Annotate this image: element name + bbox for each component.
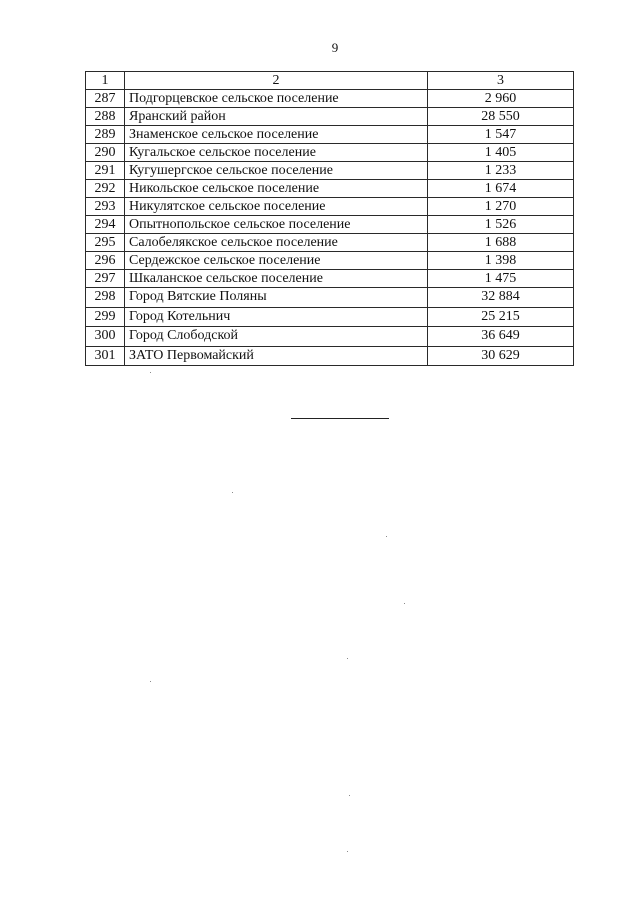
table-row <box>86 198 574 216</box>
row-name: Город Котельнич <box>125 307 428 327</box>
row-name: Яранский район <box>125 108 428 126</box>
table-row <box>86 327 574 347</box>
row-value: 1 405 <box>428 144 574 162</box>
row-name: Город Вятские Поляны <box>125 288 428 308</box>
row-number: 293 <box>86 198 125 216</box>
table-row <box>86 144 574 162</box>
row-name: ЗАТО Первомайский <box>125 346 428 366</box>
row-name: Город Слободской <box>125 327 428 347</box>
row-name: Никольское сельское поселение <box>125 180 428 198</box>
row-value: 1 475 <box>428 270 574 288</box>
row-value: 30 629 <box>428 346 574 366</box>
column-header-1: 1 <box>86 72 125 90</box>
scan-speck <box>347 851 348 852</box>
row-name: Кугушергское сельское поселение <box>125 162 428 180</box>
row-number: 301 <box>86 346 125 366</box>
scan-speck <box>347 658 348 659</box>
row-value: 1 398 <box>428 252 574 270</box>
row-number: 291 <box>86 162 125 180</box>
row-name: Знаменское сельское поселение <box>125 126 428 144</box>
table-header-row <box>86 72 574 90</box>
table-row <box>86 90 574 108</box>
table-row <box>86 252 574 270</box>
row-value: 1 526 <box>428 216 574 234</box>
row-value: 1 688 <box>428 234 574 252</box>
table-row <box>86 162 574 180</box>
table-row <box>86 180 574 198</box>
row-value: 1 674 <box>428 180 574 198</box>
column-header-3: 3 <box>428 72 574 90</box>
table-row <box>86 346 574 366</box>
table-row <box>86 270 574 288</box>
scan-speck <box>386 536 387 537</box>
end-separator-line <box>291 418 389 419</box>
scan-speck <box>232 492 233 493</box>
row-number: 288 <box>86 108 125 126</box>
row-number: 296 <box>86 252 125 270</box>
table-row <box>86 307 574 327</box>
row-name: Шкаланское сельское поселение <box>125 270 428 288</box>
row-number: 287 <box>86 90 125 108</box>
row-number: 294 <box>86 216 125 234</box>
table-row <box>86 108 574 126</box>
scan-speck <box>349 795 350 796</box>
table-row <box>86 126 574 144</box>
scan-speck <box>150 372 151 373</box>
table-row <box>86 234 574 252</box>
row-name: Опытнопольское сельское поселение <box>125 216 428 234</box>
row-number: 299 <box>86 307 125 327</box>
row-value: 1 270 <box>428 198 574 216</box>
row-value: 32 884 <box>428 288 574 308</box>
data-table <box>85 71 574 366</box>
row-value: 28 550 <box>428 108 574 126</box>
row-name: Салобелякское сельское поселение <box>125 234 428 252</box>
row-name: Никулятское сельское поселение <box>125 198 428 216</box>
table-row <box>86 216 574 234</box>
scan-speck <box>404 603 405 604</box>
row-number: 297 <box>86 270 125 288</box>
scan-speck <box>150 681 151 682</box>
row-name: Сердежское сельское поселение <box>125 252 428 270</box>
row-name: Кугальское сельское поселение <box>125 144 428 162</box>
row-value: 1 547 <box>428 126 574 144</box>
row-number: 290 <box>86 144 125 162</box>
row-number: 298 <box>86 288 125 308</box>
column-header-2: 2 <box>125 72 428 90</box>
row-number: 300 <box>86 327 125 347</box>
row-value: 2 960 <box>428 90 574 108</box>
row-value: 1 233 <box>428 162 574 180</box>
row-number: 289 <box>86 126 125 144</box>
row-name: Подгорцевское сельское поселение <box>125 90 428 108</box>
table-row <box>86 288 574 308</box>
page-number: 9 <box>331 40 339 55</box>
row-value: 36 649 <box>428 327 574 347</box>
row-number: 295 <box>86 234 125 252</box>
row-number: 292 <box>86 180 125 198</box>
row-value: 25 215 <box>428 307 574 327</box>
